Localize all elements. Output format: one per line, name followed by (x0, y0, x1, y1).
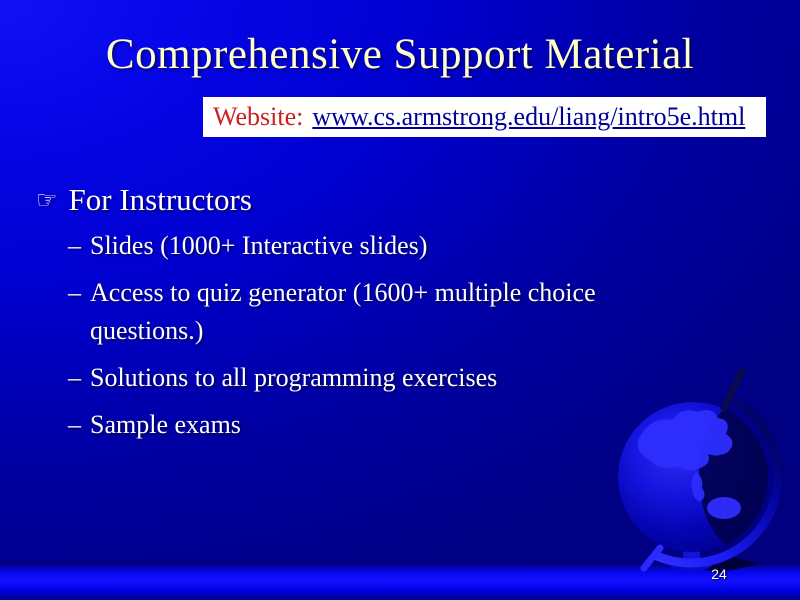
globe-landmass-australia (707, 497, 741, 519)
bullet-for-instructors (36, 182, 252, 218)
list-item-text: Solutions to all programming exercises (90, 363, 498, 392)
slide-title: Comprehensive Support Material (105, 31, 695, 78)
dash-bullet-icon: – (68, 278, 81, 307)
list-item (68, 227, 702, 265)
list-item-text: Access to quiz generator (1600+ multiple choice questions.) (90, 278, 596, 345)
dash-bullet-icon: – (68, 363, 81, 392)
dash-bullet-icon: – (68, 410, 81, 439)
website-link[interactable]: www.cs.armstrong.edu/liang/intro5e.html (312, 102, 746, 131)
globe-graphic (600, 368, 800, 574)
website-label: Website: (213, 102, 304, 131)
website-box (203, 97, 766, 137)
list-item-text: Slides (1000+ Interactive slides) (90, 231, 428, 260)
pointing-hand-icon: ☞ (36, 186, 58, 214)
dash-bullet-icon: – (68, 231, 81, 260)
page-number: 24 (711, 566, 727, 582)
list-item (68, 274, 702, 350)
bullet-l1-label: For Instructors (68, 182, 252, 217)
list-item-text: Sample exams (90, 410, 241, 439)
